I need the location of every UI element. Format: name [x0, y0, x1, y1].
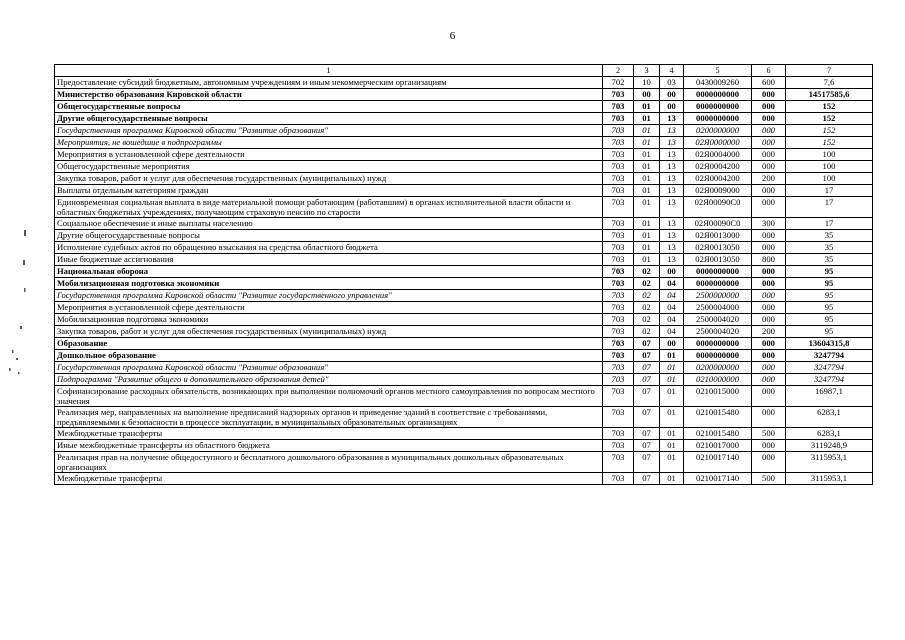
section-code-cell: 07: [634, 407, 660, 428]
row-name-cell: Мобилизационная подготовка экономики: [55, 278, 603, 290]
table-row: [55, 242, 873, 254]
target-article-cell: 2500000000: [684, 290, 752, 302]
target-article-cell: 02Я0013050: [684, 242, 752, 254]
table-row: [55, 89, 873, 101]
target-article-cell: 0210017140: [684, 452, 752, 473]
subsection-code-cell: 04: [660, 302, 684, 314]
target-article-cell: 02Я0000000: [684, 137, 752, 149]
ministry-code-cell: 703: [603, 428, 634, 440]
target-article-cell: 2500004020: [684, 326, 752, 338]
section-code-cell: 01: [634, 197, 660, 218]
table-header-row: [55, 65, 873, 77]
row-name-cell: Государственная программа Кировской области "Развитие государственного управления": [55, 290, 603, 302]
target-article-cell: 0200000000: [684, 125, 752, 137]
section-code-cell: 01: [634, 185, 660, 197]
header-cell: 2: [603, 65, 634, 77]
ministry-code-cell: 703: [603, 350, 634, 362]
amount-cell: 95: [786, 302, 873, 314]
subsection-code-cell: 01: [660, 452, 684, 473]
header-cell: 5: [684, 65, 752, 77]
ministry-code-cell: 703: [603, 278, 634, 290]
subsection-code-cell: 04: [660, 290, 684, 302]
scan-artifact-marks: [4, 230, 28, 390]
subsection-code-cell: 13: [660, 185, 684, 197]
amount-cell: 152: [786, 101, 873, 113]
table-row: [55, 77, 873, 89]
target-article-cell: 0210000000: [684, 374, 752, 386]
table-row: [55, 302, 873, 314]
amount-cell: 3115953,1: [786, 452, 873, 473]
ministry-code-cell: 703: [603, 137, 634, 149]
row-name-cell: Государственная программа Кировской области "Развитие образования": [55, 125, 603, 137]
amount-cell: 100: [786, 149, 873, 161]
table-row: [55, 149, 873, 161]
row-name-cell: Реализация мер, направленных на выполнение предписаний надзорных органов и приведение зданий в соответствие с требованиями, предъявляемыми к безопасности в процессе эксплуатации, в муниципальных образовательных организациях: [55, 407, 603, 428]
row-name-cell: Предоставление субсидий бюджетным, автономным учреждениям и иным некоммерческим организациям: [55, 77, 603, 89]
expense-type-cell: 300: [752, 218, 786, 230]
table-row: [55, 452, 873, 473]
expense-type-cell: 000: [752, 362, 786, 374]
expense-type-cell: 000: [752, 302, 786, 314]
target-article-cell: 02Я00090С0: [684, 218, 752, 230]
expense-type-cell: 000: [752, 374, 786, 386]
section-code-cell: 02: [634, 266, 660, 278]
target-article-cell: 0000000000: [684, 89, 752, 101]
row-name-cell: Общегосударственные вопросы: [55, 101, 603, 113]
row-name-cell: Мероприятия в установленной сфере деятельности: [55, 149, 603, 161]
section-code-cell: 07: [634, 428, 660, 440]
subsection-code-cell: 13: [660, 197, 684, 218]
ministry-code-cell: 703: [603, 242, 634, 254]
section-code-cell: 02: [634, 302, 660, 314]
amount-cell: 35: [786, 230, 873, 242]
amount-cell: 16987,1: [786, 386, 873, 407]
expense-type-cell: 200: [752, 326, 786, 338]
row-name-cell: Мероприятия, не вошедшие в подпрограммы: [55, 137, 603, 149]
table-row: [55, 230, 873, 242]
expense-type-cell: 000: [752, 314, 786, 326]
section-code-cell: 01: [634, 161, 660, 173]
section-code-cell: 01: [634, 101, 660, 113]
table-body: [55, 77, 873, 485]
target-article-cell: 0000000000: [684, 338, 752, 350]
ministry-code-cell: 703: [603, 386, 634, 407]
expense-type-cell: 000: [752, 440, 786, 452]
table-row: [55, 125, 873, 137]
table-row: [55, 362, 873, 374]
section-code-cell: 02: [634, 278, 660, 290]
expense-type-cell: 000: [752, 290, 786, 302]
expense-type-cell: 000: [752, 161, 786, 173]
header-cell: 6: [752, 65, 786, 77]
row-name-cell: Подпрограмма "Развитие общего и дополнительного образования детей": [55, 374, 603, 386]
row-name-cell: Выплаты отдельным категориям граждан: [55, 185, 603, 197]
row-name-cell: Единовременная социальная выплата в виде материальной помощи работающим (работавшим) в органах исполнительной власти области и областных бюджетных учреждениях, получающим страховую пенсию по старости: [55, 197, 603, 218]
target-article-cell: 0200000000: [684, 362, 752, 374]
amount-cell: 152: [786, 137, 873, 149]
ministry-code-cell: 703: [603, 302, 634, 314]
ministry-code-cell: 703: [603, 407, 634, 428]
amount-cell: 6283,1: [786, 428, 873, 440]
table-row: [55, 290, 873, 302]
amount-cell: 3247794: [786, 374, 873, 386]
row-name-cell: Закупка товаров, работ и услуг для обеспечения государственных (муниципальных) нужд: [55, 173, 603, 185]
expense-type-cell: 200: [752, 173, 786, 185]
target-article-cell: 02Я0009000: [684, 185, 752, 197]
expense-type-cell: 000: [752, 149, 786, 161]
section-code-cell: 07: [634, 362, 660, 374]
ministry-code-cell: 703: [603, 197, 634, 218]
subsection-code-cell: 01: [660, 374, 684, 386]
row-name-cell: Государственная программа Кировской области "Развитие образования": [55, 362, 603, 374]
expense-type-cell: 500: [752, 428, 786, 440]
amount-cell: 95: [786, 278, 873, 290]
section-code-cell: 07: [634, 374, 660, 386]
section-code-cell: 01: [634, 230, 660, 242]
ministry-code-cell: 703: [603, 338, 634, 350]
section-code-cell: 01: [634, 149, 660, 161]
target-article-cell: 02Я0004000: [684, 149, 752, 161]
section-code-cell: 07: [634, 452, 660, 473]
row-name-cell: Реализация прав на получение общедоступного и бесплатного дошкольного образования в муниципальных дошкольных образовательных организациях: [55, 452, 603, 473]
row-name-cell: Иные бюджетные ассигнования: [55, 254, 603, 266]
header-cell: 3: [634, 65, 660, 77]
expense-type-cell: 000: [752, 266, 786, 278]
row-name-cell: Общегосударственные мероприятия: [55, 161, 603, 173]
subsection-code-cell: 13: [660, 230, 684, 242]
table-row: [55, 173, 873, 185]
row-name-cell: Другие общегосударственные вопросы: [55, 230, 603, 242]
row-name-cell: Закупка товаров, работ и услуг для обеспечения государственных (муниципальных) нужд: [55, 326, 603, 338]
row-name-cell: Исполнение судебных актов по обращению взыскания на средства областного бюджета: [55, 242, 603, 254]
target-article-cell: 0000000000: [684, 113, 752, 125]
section-code-cell: 07: [634, 473, 660, 485]
target-article-cell: 0210015480: [684, 428, 752, 440]
ministry-code-cell: 703: [603, 230, 634, 242]
subsection-code-cell: 04: [660, 278, 684, 290]
amount-cell: 100: [786, 161, 873, 173]
expense-type-cell: 500: [752, 473, 786, 485]
amount-cell: 6283,1: [786, 407, 873, 428]
table-row: [55, 137, 873, 149]
expense-type-cell: 000: [752, 89, 786, 101]
ministry-code-cell: 703: [603, 290, 634, 302]
ministry-code-cell: 703: [603, 149, 634, 161]
subsection-code-cell: 13: [660, 149, 684, 161]
subsection-code-cell: 01: [660, 440, 684, 452]
amount-cell: 100: [786, 173, 873, 185]
target-article-cell: 0210015480: [684, 407, 752, 428]
subsection-code-cell: 13: [660, 113, 684, 125]
amount-cell: 152: [786, 125, 873, 137]
expense-type-cell: 000: [752, 407, 786, 428]
amount-cell: 17: [786, 197, 873, 218]
expense-type-cell: 600: [752, 77, 786, 89]
amount-cell: 3115953,1: [786, 473, 873, 485]
target-article-cell: 0210017140: [684, 473, 752, 485]
amount-cell: 3247794: [786, 350, 873, 362]
ministry-code-cell: 703: [603, 113, 634, 125]
subsection-code-cell: 01: [660, 428, 684, 440]
ministry-code-cell: 703: [603, 101, 634, 113]
row-name-cell: Национальная оборона: [55, 266, 603, 278]
table-row: [55, 101, 873, 113]
ministry-code-cell: 703: [603, 266, 634, 278]
ministry-code-cell: 703: [603, 362, 634, 374]
subsection-code-cell: 13: [660, 125, 684, 137]
section-code-cell: 01: [634, 113, 660, 125]
table-row: [55, 266, 873, 278]
expense-type-cell: 000: [752, 242, 786, 254]
section-code-cell: 01: [634, 125, 660, 137]
section-code-cell: 07: [634, 338, 660, 350]
ministry-code-cell: 703: [603, 173, 634, 185]
target-article-cell: 2500004020: [684, 314, 752, 326]
section-code-cell: 01: [634, 137, 660, 149]
expense-type-cell: 000: [752, 230, 786, 242]
target-article-cell: 0000000000: [684, 101, 752, 113]
amount-cell: 7,6: [786, 77, 873, 89]
amount-cell: 152: [786, 113, 873, 125]
ministry-code-cell: 703: [603, 125, 634, 137]
ministry-code-cell: 702: [603, 77, 634, 89]
subsection-code-cell: 01: [660, 473, 684, 485]
table-row: [55, 350, 873, 362]
subsection-code-cell: 04: [660, 326, 684, 338]
row-name-cell: Другие общегосударственные вопросы: [55, 113, 603, 125]
subsection-code-cell: 00: [660, 338, 684, 350]
header-cell: 4: [660, 65, 684, 77]
subsection-code-cell: 03: [660, 77, 684, 89]
row-name-cell: Образование: [55, 338, 603, 350]
row-name-cell: Мероприятия в установленной сфере деятельности: [55, 302, 603, 314]
target-article-cell: 0210015000: [684, 386, 752, 407]
expense-type-cell: 000: [752, 137, 786, 149]
table-row: [55, 428, 873, 440]
target-article-cell: 02Я00090С0: [684, 197, 752, 218]
row-name-cell: Межбюджетные трансферты: [55, 428, 603, 440]
expense-type-cell: 000: [752, 197, 786, 218]
target-article-cell: 0430009260: [684, 77, 752, 89]
subsection-code-cell: 13: [660, 173, 684, 185]
section-code-cell: 02: [634, 314, 660, 326]
section-code-cell: 01: [634, 254, 660, 266]
target-article-cell: 0000000000: [684, 350, 752, 362]
amount-cell: 17: [786, 218, 873, 230]
expense-type-cell: 800: [752, 254, 786, 266]
table-row: [55, 473, 873, 485]
ministry-code-cell: 703: [603, 161, 634, 173]
amount-cell: 3247794: [786, 362, 873, 374]
expense-type-cell: 000: [752, 101, 786, 113]
amount-cell: 95: [786, 266, 873, 278]
amount-cell: 13604315,8: [786, 338, 873, 350]
subsection-code-cell: 01: [660, 350, 684, 362]
expense-type-cell: 000: [752, 125, 786, 137]
amount-cell: 35: [786, 254, 873, 266]
subsection-code-cell: 00: [660, 101, 684, 113]
subsection-code-cell: 00: [660, 266, 684, 278]
expense-type-cell: 000: [752, 113, 786, 125]
section-code-cell: 02: [634, 290, 660, 302]
subsection-code-cell: 13: [660, 137, 684, 149]
section-code-cell: 10: [634, 77, 660, 89]
table-row: [55, 218, 873, 230]
table-row: [55, 197, 873, 218]
ministry-code-cell: 703: [603, 374, 634, 386]
target-article-cell: 0000000000: [684, 278, 752, 290]
target-article-cell: 0000000000: [684, 266, 752, 278]
ministry-code-cell: 703: [603, 452, 634, 473]
table-row: [55, 278, 873, 290]
header-cell: 7: [786, 65, 873, 77]
expense-type-cell: 000: [752, 338, 786, 350]
subsection-code-cell: 00: [660, 89, 684, 101]
amount-cell: 95: [786, 290, 873, 302]
row-name-cell: Социальное обеспечение и иные выплаты населению: [55, 218, 603, 230]
amount-cell: 35: [786, 242, 873, 254]
row-name-cell: Софинансирование расходных обязательств, возникающих при выполнении полномочий органов местного самоуправления по вопросам местного значения: [55, 386, 603, 407]
table-row: [55, 254, 873, 266]
expense-type-cell: 000: [752, 452, 786, 473]
amount-cell: 14517585,6: [786, 89, 873, 101]
subsection-code-cell: 13: [660, 161, 684, 173]
section-code-cell: 07: [634, 350, 660, 362]
subsection-code-cell: 13: [660, 254, 684, 266]
row-name-cell: Министерство образования Кировской области: [55, 89, 603, 101]
table-row: [55, 113, 873, 125]
amount-cell: 95: [786, 326, 873, 338]
target-article-cell: 02Я0004200: [684, 161, 752, 173]
amount-cell: 3119248,9: [786, 440, 873, 452]
ministry-code-cell: 703: [603, 218, 634, 230]
ministry-code-cell: 703: [603, 314, 634, 326]
target-article-cell: 02Я0013050: [684, 254, 752, 266]
target-article-cell: 02Я0013000: [684, 230, 752, 242]
ministry-code-cell: 703: [603, 89, 634, 101]
amount-cell: 95: [786, 314, 873, 326]
row-name-cell: Иные межбюджетные трансферты из областного бюджета: [55, 440, 603, 452]
table-row: [55, 374, 873, 386]
section-code-cell: 00: [634, 89, 660, 101]
row-name-cell: Дошкольное образование: [55, 350, 603, 362]
table-row: [55, 314, 873, 326]
ministry-code-cell: 703: [603, 326, 634, 338]
table-row: [55, 326, 873, 338]
subsection-code-cell: 04: [660, 314, 684, 326]
section-code-cell: 01: [634, 242, 660, 254]
table-row: [55, 338, 873, 350]
section-code-cell: 07: [634, 440, 660, 452]
subsection-code-cell: 13: [660, 242, 684, 254]
table-row: [55, 185, 873, 197]
row-name-cell: Межбюджетные трансферты: [55, 473, 603, 485]
target-article-cell: 02Я0004200: [684, 173, 752, 185]
subsection-code-cell: 01: [660, 407, 684, 428]
header-cell: 1: [55, 65, 603, 77]
table-row: [55, 386, 873, 407]
budget-allocation-table: [54, 64, 873, 485]
amount-cell: 17: [786, 185, 873, 197]
target-article-cell: 2500004000: [684, 302, 752, 314]
section-code-cell: 01: [634, 173, 660, 185]
expense-type-cell: 000: [752, 386, 786, 407]
table-row: [55, 407, 873, 428]
subsection-code-cell: 13: [660, 218, 684, 230]
ministry-code-cell: 703: [603, 473, 634, 485]
ministry-code-cell: 703: [603, 254, 634, 266]
section-code-cell: 07: [634, 386, 660, 407]
table-row: [55, 161, 873, 173]
section-code-cell: 01: [634, 218, 660, 230]
ministry-code-cell: 703: [603, 185, 634, 197]
page-number: 6: [449, 30, 456, 42]
subsection-code-cell: 01: [660, 386, 684, 407]
expense-type-cell: 000: [752, 185, 786, 197]
target-article-cell: 0210017000: [684, 440, 752, 452]
expense-type-cell: 000: [752, 350, 786, 362]
expense-type-cell: 000: [752, 278, 786, 290]
ministry-code-cell: 703: [603, 440, 634, 452]
section-code-cell: 02: [634, 326, 660, 338]
subsection-code-cell: 01: [660, 362, 684, 374]
table-row: [55, 440, 873, 452]
row-name-cell: Мобилизационная подготовка экономики: [55, 314, 603, 326]
